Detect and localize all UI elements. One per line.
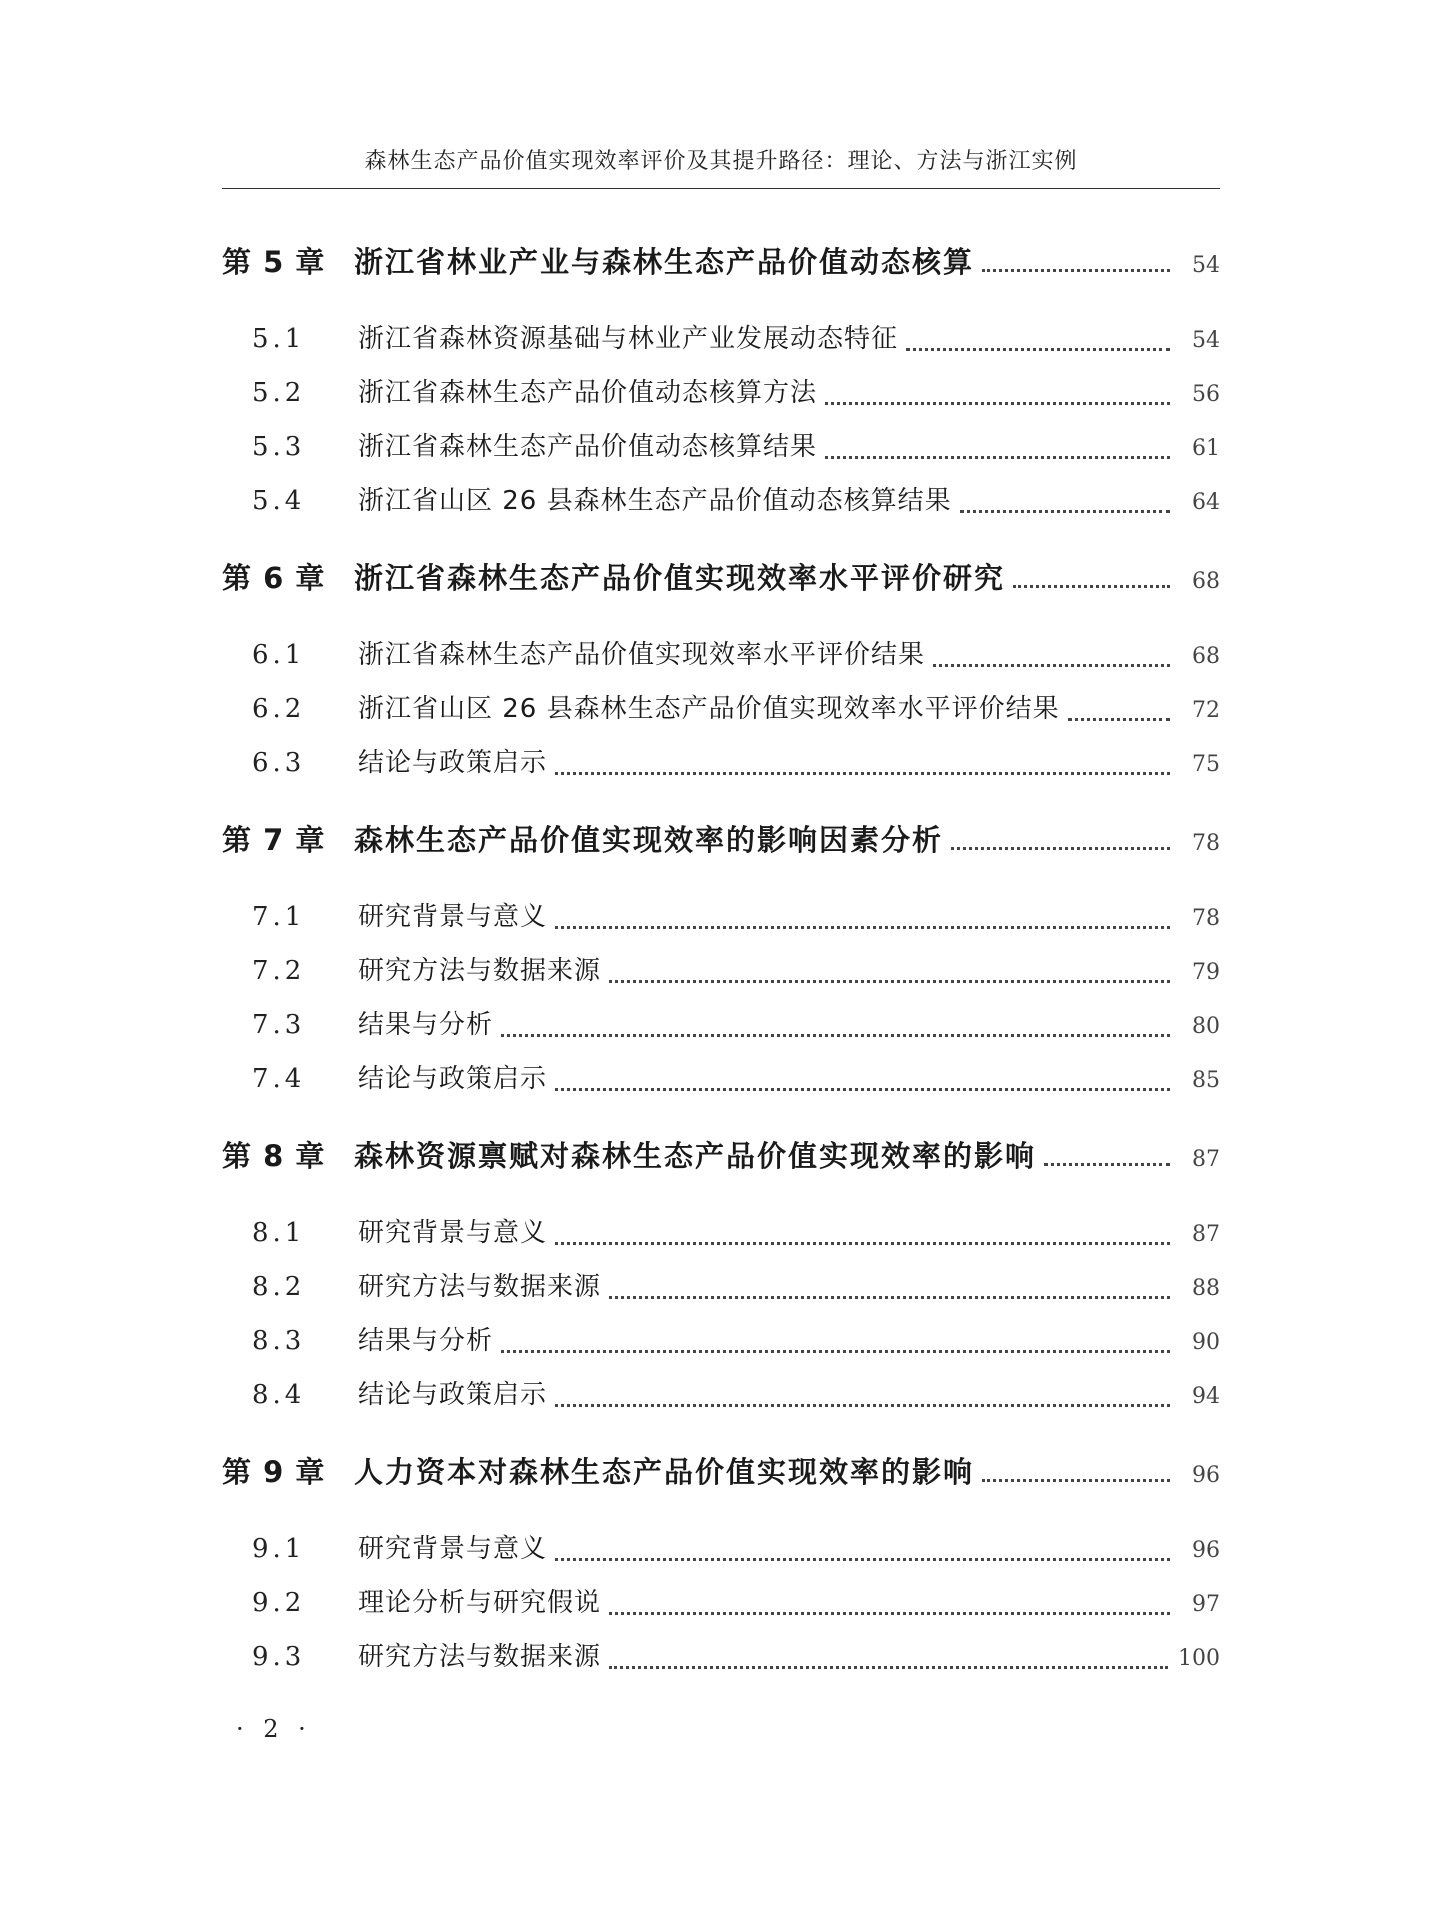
dot-leader bbox=[555, 1088, 1170, 1091]
page-number: 56 bbox=[1192, 382, 1220, 407]
toc-chapter-8[interactable] bbox=[222, 1134, 1220, 1186]
section-title: 结论与政策启示 bbox=[358, 1064, 548, 1094]
section-title: 研究方法与数据来源 bbox=[358, 1642, 602, 1672]
chapter-number: 第 8 章 bbox=[222, 1139, 326, 1173]
section-title: 研究背景与意义 bbox=[358, 1218, 548, 1248]
page-number: 68 bbox=[1192, 569, 1220, 594]
section-number: 6.3 bbox=[252, 748, 306, 778]
section-number: 5.4 bbox=[252, 486, 306, 516]
section-number: 6.1 bbox=[252, 640, 306, 670]
dot-leader bbox=[609, 980, 1170, 983]
page-number: 87 bbox=[1192, 1147, 1220, 1172]
page-folio: · 2 · bbox=[236, 1715, 312, 1743]
toc-section-9-2[interactable] bbox=[222, 1582, 1220, 1636]
section-number: 7.2 bbox=[252, 956, 306, 986]
chapter-title: 浙江省森林生态产品价值实现效率水平评价研究 bbox=[354, 561, 1006, 595]
toc-section-5-3[interactable] bbox=[222, 426, 1220, 480]
toc-section-8-3[interactable] bbox=[222, 1320, 1220, 1374]
dot-leader bbox=[825, 456, 1170, 459]
section-title: 理论分析与研究假说 bbox=[358, 1588, 602, 1618]
section-title: 研究背景与意义 bbox=[358, 902, 548, 932]
toc-section-6-1[interactable] bbox=[222, 634, 1220, 688]
dot-leader bbox=[609, 1612, 1170, 1615]
section-number: 8.2 bbox=[252, 1272, 306, 1302]
dot-leader bbox=[555, 1404, 1170, 1407]
page-number: 87 bbox=[1192, 1222, 1220, 1247]
page-number: 75 bbox=[1192, 752, 1220, 777]
toc-section-7-1[interactable] bbox=[222, 896, 1220, 950]
section-title: 浙江省山区 26 县森林生态产品价值动态核算结果 bbox=[358, 486, 952, 516]
chapter-number: 第 9 章 bbox=[222, 1455, 326, 1489]
toc-section-8-1[interactable] bbox=[222, 1212, 1220, 1266]
section-title: 结果与分析 bbox=[358, 1010, 494, 1040]
toc-section-7-2[interactable] bbox=[222, 950, 1220, 1004]
chapter-title: 浙江省林业产业与森林生态产品价值动态核算 bbox=[354, 245, 975, 279]
dot-leader bbox=[825, 402, 1170, 405]
section-title: 研究背景与意义 bbox=[358, 1534, 548, 1564]
section-number: 8.4 bbox=[252, 1380, 306, 1410]
toc-section-6-3[interactable] bbox=[222, 742, 1220, 796]
page-number: 79 bbox=[1192, 960, 1220, 985]
page-number: 64 bbox=[1192, 490, 1220, 515]
dot-leader bbox=[501, 1034, 1170, 1037]
dot-leader bbox=[555, 772, 1170, 775]
header-rule bbox=[222, 188, 1220, 189]
dot-leader bbox=[1013, 585, 1170, 588]
chapter-number: 第 6 章 bbox=[222, 561, 326, 595]
section-number: 7.4 bbox=[252, 1064, 306, 1094]
dot-leader bbox=[609, 1666, 1168, 1669]
dot-leader bbox=[982, 269, 1170, 272]
section-title: 研究方法与数据来源 bbox=[358, 956, 602, 986]
dot-leader bbox=[906, 348, 1170, 351]
toc-section-5-1[interactable] bbox=[222, 318, 1220, 372]
chapter-title: 森林生态产品价值实现效率的影响因素分析 bbox=[354, 823, 944, 857]
toc-section-5-4[interactable] bbox=[222, 480, 1220, 534]
page-number: 100 bbox=[1178, 1646, 1220, 1671]
section-title: 浙江省山区 26 县森林生态产品价值实现效率水平评价结果 bbox=[358, 694, 1060, 724]
section-number: 9.1 bbox=[252, 1534, 306, 1564]
section-number: 8.3 bbox=[252, 1326, 306, 1356]
page-number: 94 bbox=[1192, 1384, 1220, 1409]
page-number: 90 bbox=[1192, 1330, 1220, 1355]
chapter-number: 第 7 章 bbox=[222, 823, 326, 857]
dot-leader bbox=[609, 1296, 1170, 1299]
section-number: 5.1 bbox=[252, 324, 306, 354]
page-number: 54 bbox=[1192, 328, 1220, 353]
chapter-number: 第 5 章 bbox=[222, 245, 326, 279]
dot-leader bbox=[501, 1350, 1170, 1353]
section-title: 结果与分析 bbox=[358, 1326, 494, 1356]
toc-section-8-4[interactable] bbox=[222, 1374, 1220, 1428]
page-number: 96 bbox=[1192, 1538, 1220, 1563]
section-title: 结论与政策启示 bbox=[358, 1380, 548, 1410]
page-number: 78 bbox=[1192, 906, 1220, 931]
toc-section-5-2[interactable] bbox=[222, 372, 1220, 426]
toc-chapter-7[interactable] bbox=[222, 818, 1220, 870]
dot-leader bbox=[951, 847, 1170, 850]
section-number: 9.3 bbox=[252, 1642, 306, 1672]
dot-leader bbox=[933, 664, 1170, 667]
page-number: 97 bbox=[1192, 1592, 1220, 1617]
section-number: 7.3 bbox=[252, 1010, 306, 1040]
toc-section-6-2[interactable] bbox=[222, 688, 1220, 742]
page-number: 72 bbox=[1192, 698, 1220, 723]
toc-chapter-6[interactable] bbox=[222, 556, 1220, 608]
dot-leader bbox=[555, 1558, 1170, 1561]
page-number: 80 bbox=[1192, 1014, 1220, 1039]
dot-leader bbox=[555, 1242, 1170, 1245]
section-title: 浙江省森林资源基础与林业产业发展动态特征 bbox=[358, 324, 899, 354]
page-number: 85 bbox=[1192, 1068, 1220, 1093]
toc-section-7-3[interactable] bbox=[222, 1004, 1220, 1058]
section-title: 研究方法与数据来源 bbox=[358, 1272, 602, 1302]
section-number: 5.3 bbox=[252, 432, 306, 462]
section-number: 5.2 bbox=[252, 378, 306, 408]
page-number: 61 bbox=[1192, 436, 1220, 461]
dot-leader bbox=[1044, 1163, 1170, 1166]
toc-section-9-3[interactable] bbox=[222, 1636, 1220, 1690]
dot-leader bbox=[960, 510, 1170, 513]
section-number: 7.1 bbox=[252, 902, 306, 932]
toc-section-9-1[interactable] bbox=[222, 1528, 1220, 1582]
toc-chapter-9[interactable] bbox=[222, 1450, 1220, 1502]
section-title: 浙江省森林生态产品价值动态核算方法 bbox=[358, 378, 818, 408]
page-number: 54 bbox=[1192, 253, 1220, 278]
section-number: 9.2 bbox=[252, 1588, 306, 1618]
section-number: 6.2 bbox=[252, 694, 306, 724]
page-number: 78 bbox=[1192, 831, 1220, 856]
chapter-title: 森林资源禀赋对森林生态产品价值实现效率的影响 bbox=[354, 1139, 1037, 1173]
section-title: 浙江省森林生态产品价值实现效率水平评价结果 bbox=[358, 640, 926, 670]
dot-leader bbox=[982, 1479, 1170, 1482]
page-number: 88 bbox=[1192, 1276, 1220, 1301]
toc-section-8-2[interactable] bbox=[222, 1266, 1220, 1320]
chapter-title: 人力资本对森林生态产品价值实现效率的影响 bbox=[354, 1455, 975, 1489]
section-title: 浙江省森林生态产品价值动态核算结果 bbox=[358, 432, 818, 462]
page-number: 68 bbox=[1192, 644, 1220, 669]
section-number: 8.1 bbox=[252, 1218, 306, 1248]
table-of-contents bbox=[222, 240, 1220, 1690]
dot-leader bbox=[555, 926, 1170, 929]
dot-leader bbox=[1068, 718, 1170, 721]
toc-section-7-4[interactable] bbox=[222, 1058, 1220, 1112]
page-number: 96 bbox=[1192, 1463, 1220, 1488]
section-title: 结论与政策启示 bbox=[358, 748, 548, 778]
toc-chapter-5[interactable] bbox=[222, 240, 1220, 292]
running-head-title: 森林生态产品价值实现效率评价及其提升路径：理论、方法与浙江实例 bbox=[364, 149, 1078, 174]
